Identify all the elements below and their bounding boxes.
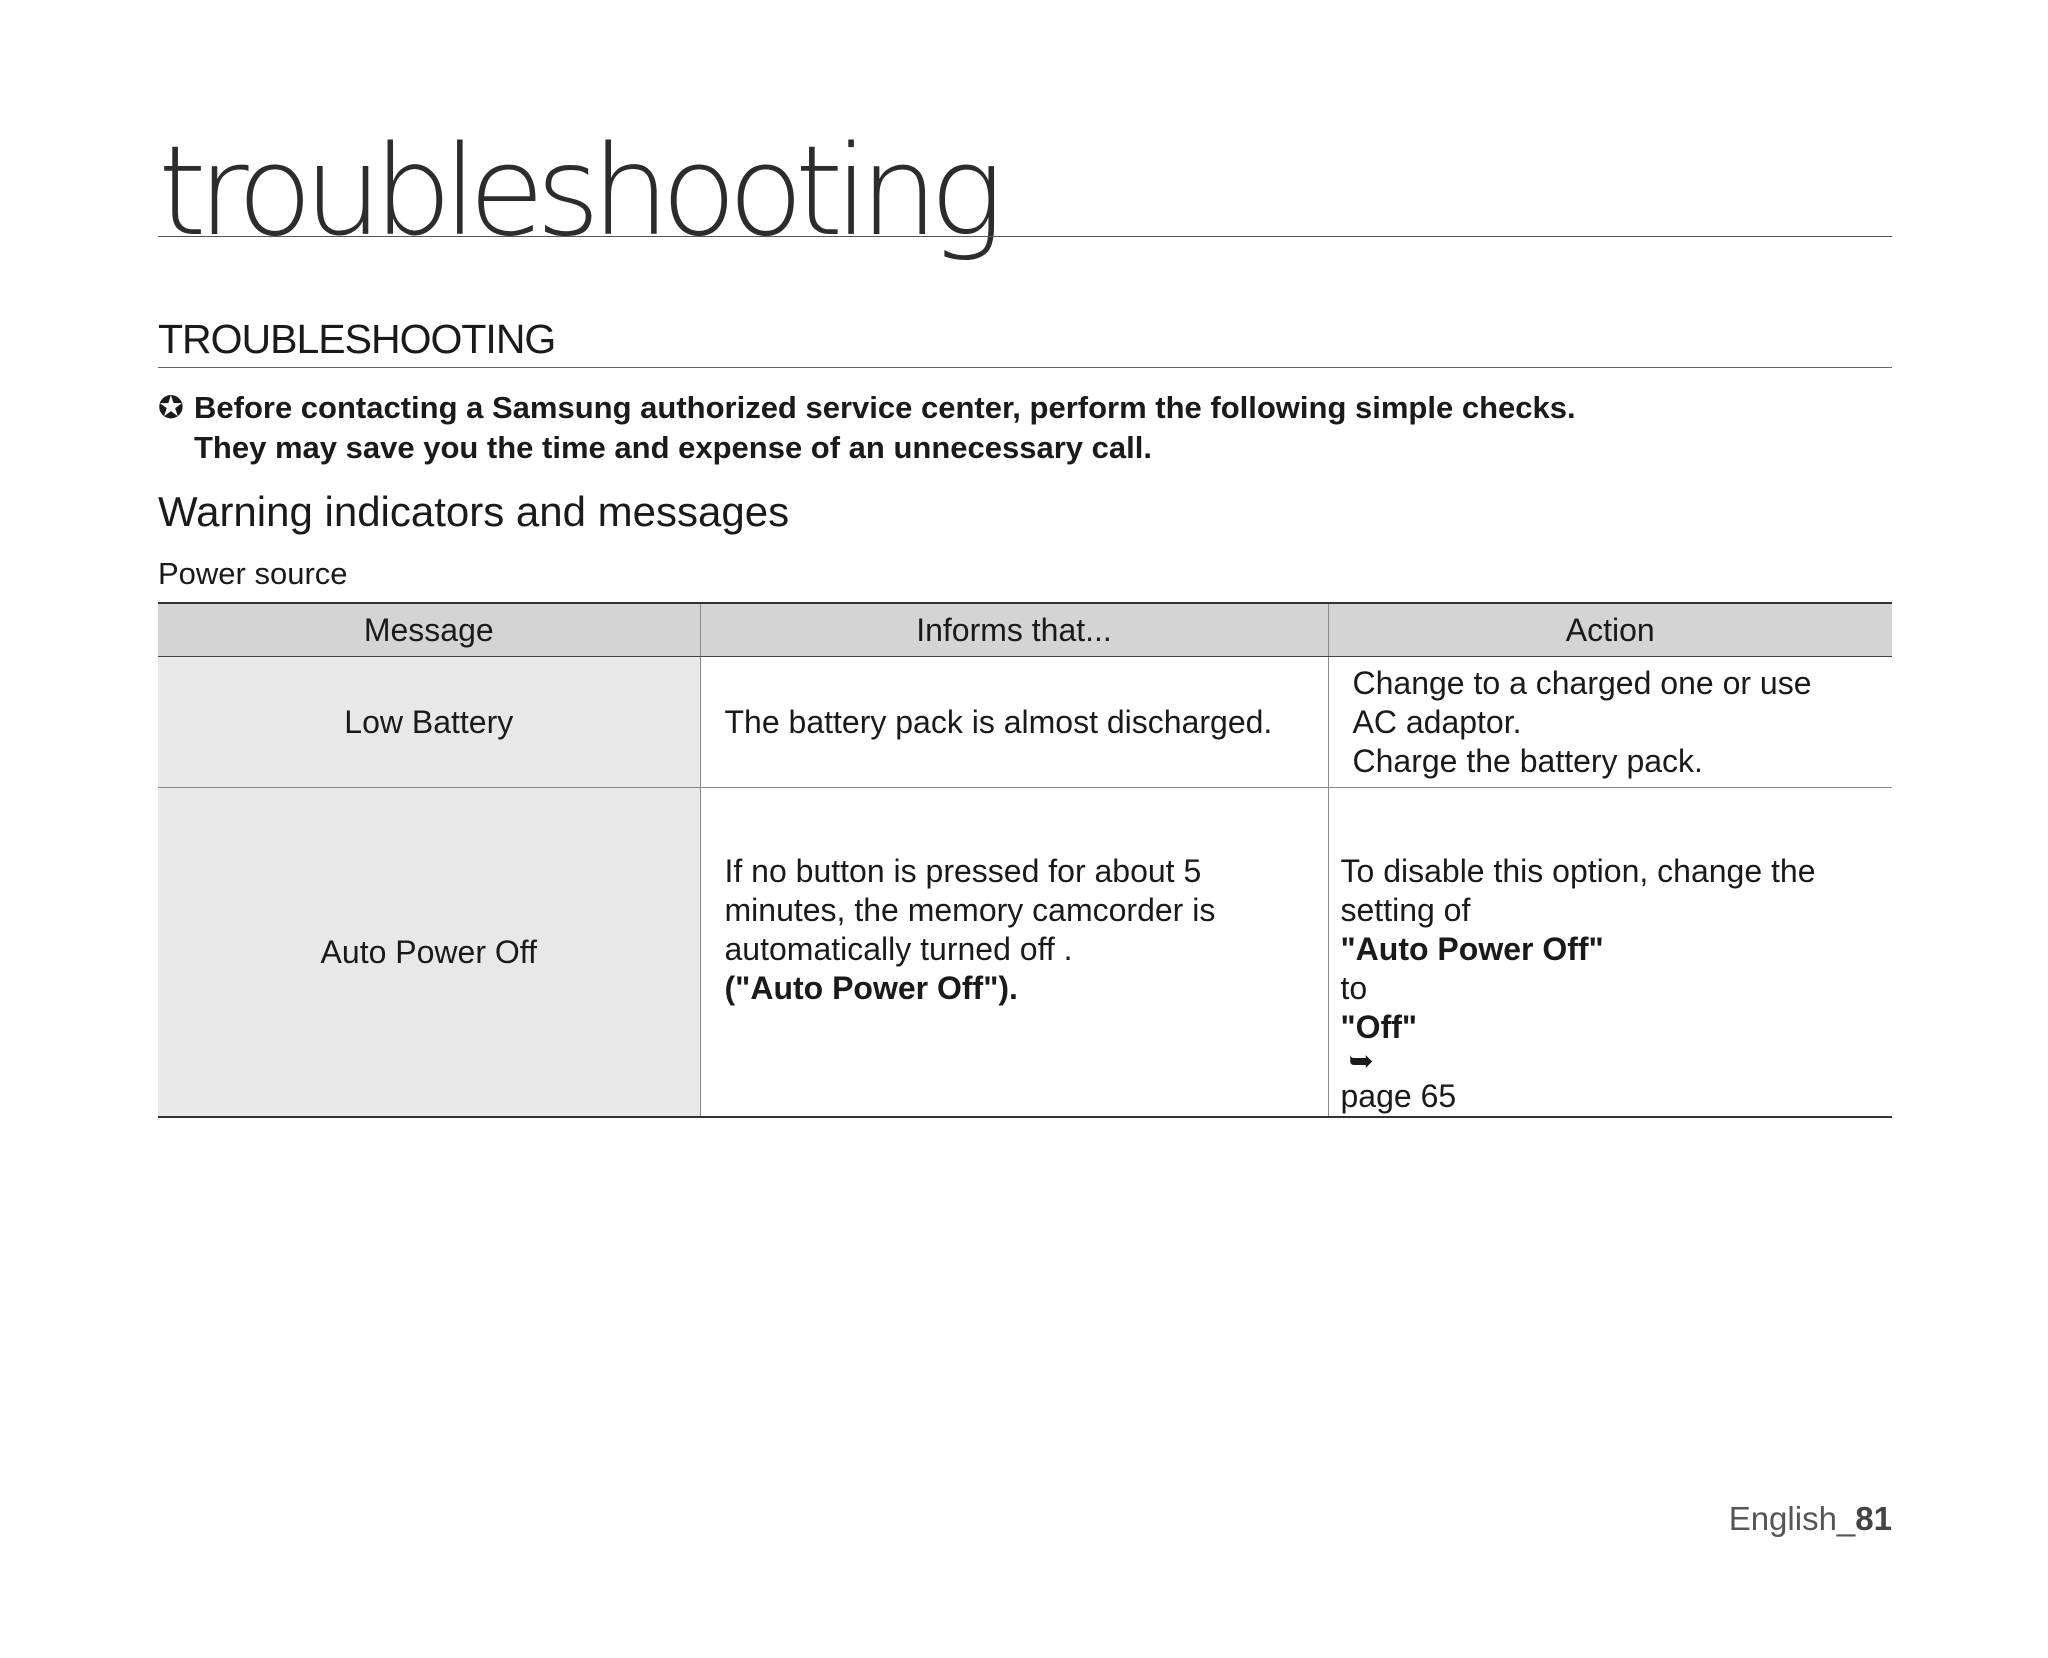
right-arrow-icon: ➥	[1348, 1045, 1374, 1078]
warning-messages-table	[158, 602, 1892, 1118]
action-line-2	[1341, 891, 1877, 1008]
informs-text: If no button is pressed for about 5	[724, 853, 1202, 889]
action-option-value: "Off"	[1340, 1009, 1418, 1045]
action-text: Change to a charged one or use	[1352, 664, 1812, 701]
chapter-divider	[158, 236, 1892, 237]
section-divider	[158, 367, 1892, 368]
table-row	[158, 788, 1892, 1118]
table-header-row	[158, 603, 1892, 657]
column-header-message: Message	[158, 603, 700, 657]
action-text: setting of	[1340, 892, 1471, 928]
note-block	[158, 388, 1576, 468]
action-cell	[1328, 657, 1892, 788]
page-number: 81	[1855, 1500, 1892, 1537]
action-text: to	[1340, 970, 1368, 1006]
note-text-1: Before contacting a Samsung authorized service center, perform the following simple checks.	[194, 390, 1576, 425]
message-cell: Auto Power Off	[158, 788, 700, 1118]
column-header-informs: Informs that...	[700, 603, 1328, 657]
page-reference: page 65	[1340, 1078, 1457, 1114]
chapter-title: troubleshooting	[158, 120, 995, 264]
power-source-heading: Power source	[158, 556, 348, 591]
section-heading: TROUBLESHOOTING	[158, 316, 556, 362]
table-row	[158, 657, 1892, 788]
message-cell: Low Battery	[158, 657, 700, 788]
page-footer	[1729, 1500, 1892, 1538]
informs-cell	[700, 657, 1328, 788]
action-text: Charge the battery pack.	[1352, 742, 1703, 779]
star-circle-icon: ✪	[158, 390, 184, 425]
subsection-heading: Warning indicators and messages	[158, 488, 790, 535]
footer-language: English_	[1728, 1500, 1856, 1537]
action-text: To disable this option, change the	[1340, 853, 1816, 889]
informs-text-bold: ("Auto Power Off").	[724, 970, 1018, 1006]
column-header-action: Action	[1328, 603, 1892, 657]
informs-text: The battery pack is almost discharged.	[724, 703, 1273, 740]
informs-cell	[700, 788, 1328, 1118]
action-text: AC adaptor.	[1352, 703, 1522, 740]
action-option-name: "Auto Power Off"	[1340, 931, 1604, 967]
action-line-3	[1341, 1008, 1877, 1116]
action-cell	[1328, 788, 1892, 1118]
note-line-1	[158, 388, 1576, 428]
informs-text: automatically turned off .	[724, 931, 1073, 967]
informs-text: minutes, the memory camcorder is	[724, 892, 1216, 928]
note-text-2: They may save you the time and expense of an unnecessary call.	[194, 430, 1152, 465]
